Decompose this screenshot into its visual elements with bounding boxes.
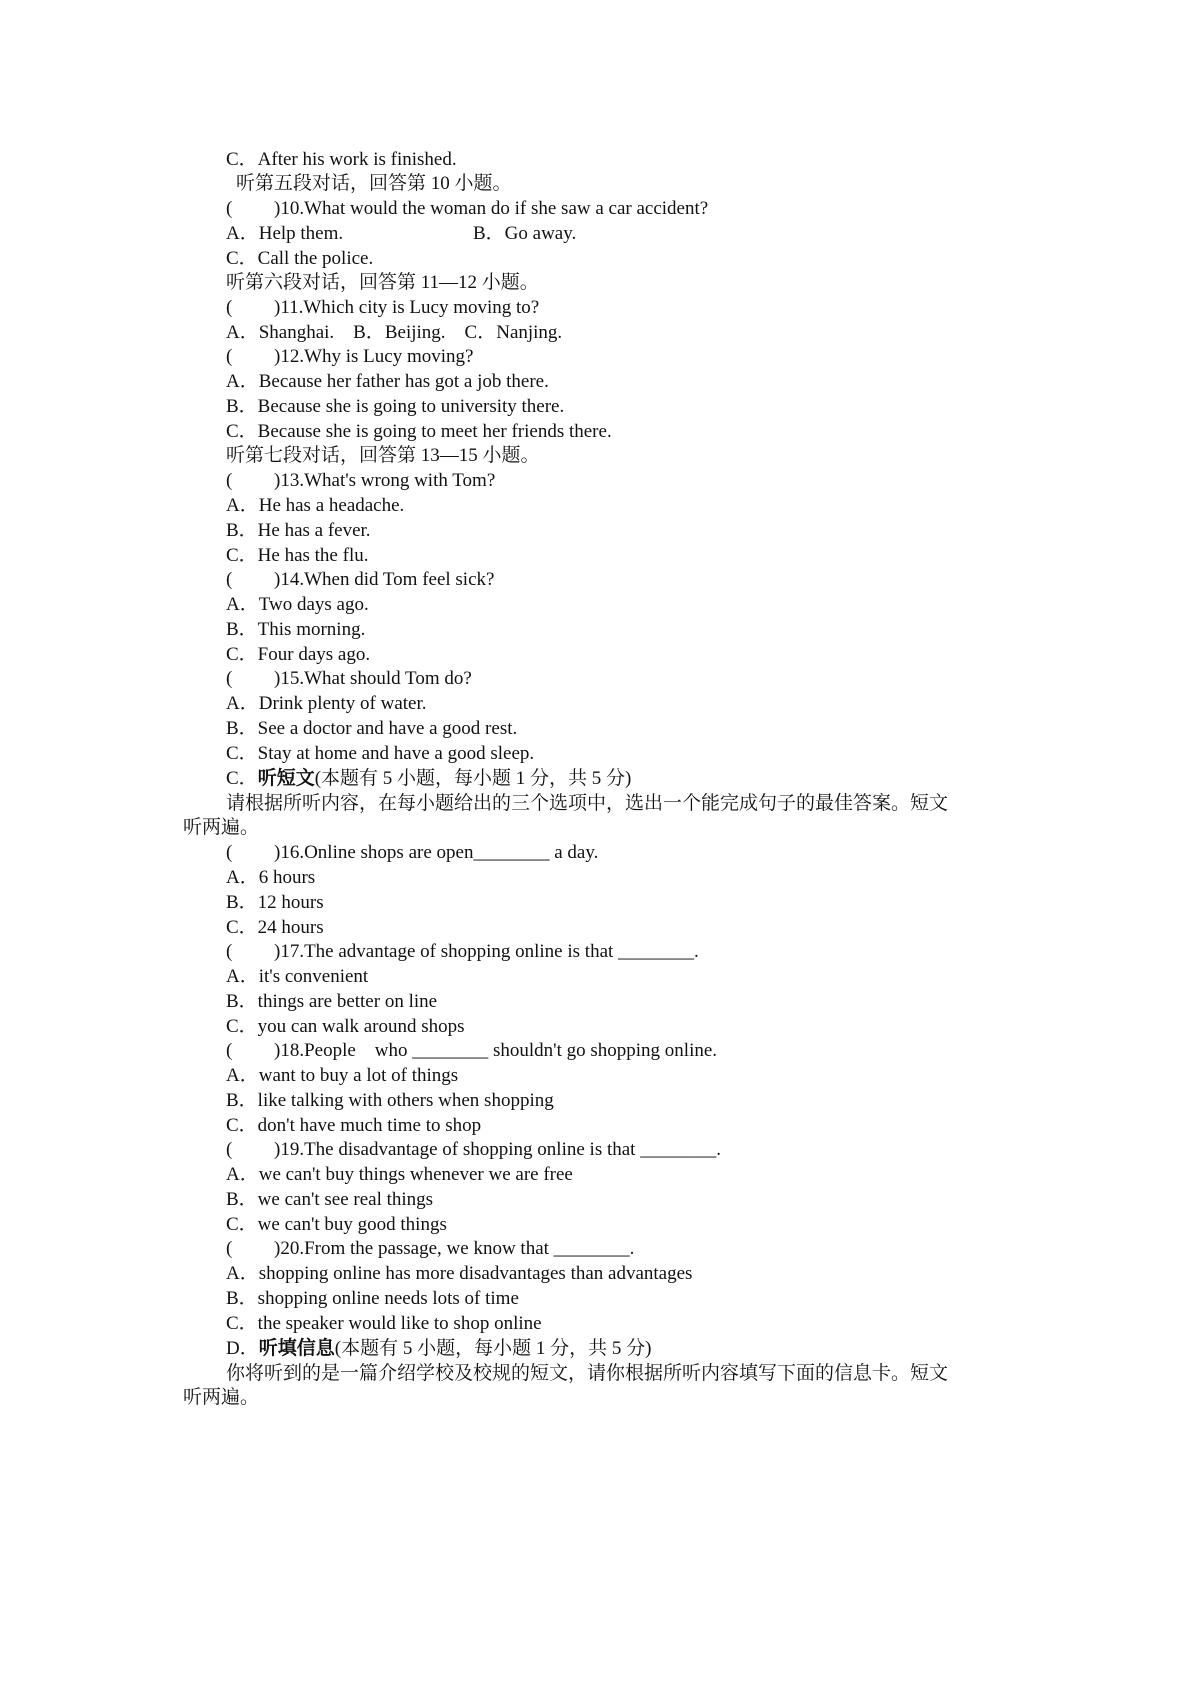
q10-option-c: C．Call the police. xyxy=(226,248,374,269)
question-15: ( )15.What should Tom do? xyxy=(226,668,472,689)
q14-option-a: A．Two days ago. xyxy=(226,594,369,615)
section-d-instructions: 你将听到的是一篇介绍学校及校规的短文，请你根据所听内容填写下面的信息卡。短文 xyxy=(226,1363,949,1384)
answer-blank[interactable]: ( xyxy=(226,1238,233,1259)
question-14: ( )14.When did Tom feel sick? xyxy=(226,569,495,590)
q16-option-b: B．12 hours xyxy=(226,892,324,913)
section-d-instructions-cont: 听两遍。 xyxy=(183,1387,260,1408)
q18-option-b: B．like talking with others when shopping xyxy=(226,1090,554,1111)
answer-blank[interactable]: ( xyxy=(226,668,233,689)
q15-option-c: C．Stay at home and have a good sleep. xyxy=(226,743,535,764)
q10-option-a: A．Help them. xyxy=(226,223,344,244)
q13-option-c: C．He has the flu. xyxy=(226,545,369,566)
question-16: ( )16.Online shops are open________ a day. xyxy=(226,842,599,863)
q17-option-a: A．it's convenient xyxy=(226,966,369,987)
q13-option-a: A．He has a headache. xyxy=(226,495,405,516)
q15-option-a: A．Drink plenty of water. xyxy=(226,693,427,714)
section-c-instructions: 请根据所听内容，在每小题给出的三个选项中，选出一个能完成句子的最佳答案。短文 xyxy=(226,793,949,814)
q9-option-c: C．After his work is finished. xyxy=(226,149,457,170)
question-18: ( )18.People who ________ shouldn't go shopping online. xyxy=(226,1040,718,1061)
q15-option-b: B．See a doctor and have a good rest. xyxy=(226,718,518,739)
answer-blank[interactable]: ( xyxy=(226,470,233,491)
q14-option-b: B．This morning. xyxy=(226,619,366,640)
q12-option-b: B．Because she is going to university there. xyxy=(226,396,565,417)
q18-option-c: C．don't have much time to shop xyxy=(226,1115,482,1136)
answer-blank[interactable]: ( xyxy=(226,346,233,367)
q19-option-c: C．we can't buy good things xyxy=(226,1214,447,1235)
answer-blank[interactable]: ( xyxy=(226,569,233,590)
section-c-heading: C．听短文(本题有 5 小题，每小题 1 分，共 5 分) xyxy=(226,768,632,789)
q12-option-a: A．Because her father has got a job there. xyxy=(226,371,549,392)
q17-option-c: C．you can walk around shops xyxy=(226,1016,465,1037)
question-11: ( )11.Which city is Lucy moving to? xyxy=(226,297,540,318)
question-13: ( )13.What's wrong with Tom? xyxy=(226,470,496,491)
q20-option-b: B．shopping online needs lots of time xyxy=(226,1288,519,1309)
answer-blank[interactable]: ( xyxy=(226,198,233,219)
q10-option-b: B．Go away. xyxy=(473,223,577,244)
section-c-instructions-cont: 听两遍。 xyxy=(183,817,260,838)
q12-option-c: C．Because she is going to meet her friends there. xyxy=(226,421,612,442)
q14-option-c: C．Four days ago. xyxy=(226,644,371,665)
answer-blank[interactable]: ( xyxy=(226,297,233,318)
answer-blank[interactable]: ( xyxy=(226,1139,233,1160)
q17-option-b: B．things are better on line xyxy=(226,991,438,1012)
q18-option-a: A．want to buy a lot of things xyxy=(226,1065,459,1086)
q13-option-b: B．He has a fever. xyxy=(226,520,371,541)
q11-options: A．Shanghai. B．Beijing. C．Nanjing. xyxy=(226,322,563,343)
question-19: ( )19.The disadvantage of shopping online is that ________. xyxy=(226,1139,721,1160)
q20-option-c: C．the speaker would like to shop online xyxy=(226,1313,542,1334)
question-20: ( )20.From the passage, we know that ________. xyxy=(226,1238,635,1259)
section-heading-dialog7: 听第七段对话，回答第 13—15 小题。 xyxy=(226,445,540,466)
answer-blank[interactable]: ( xyxy=(226,842,233,863)
section-heading-dialog6: 听第六段对话，回答第 11—12 小题。 xyxy=(226,272,539,293)
question-17: ( )17.The advantage of shopping online is that ________. xyxy=(226,941,699,962)
q16-option-c: C．24 hours xyxy=(226,917,324,938)
q16-option-a: A．6 hours xyxy=(226,867,316,888)
question-10: ( )10.What would the woman do if she saw a car accident? xyxy=(226,198,709,219)
question-12: ( )12.Why is Lucy moving? xyxy=(226,346,474,367)
section-d-heading: D．听填信息(本题有 5 小题，每小题 1 分，共 5 分) xyxy=(226,1338,652,1359)
answer-blank[interactable]: ( xyxy=(226,941,233,962)
q19-option-a: A．we can't buy things whenever we are free xyxy=(226,1164,573,1185)
section-heading-dialog5: 听第五段对话，回答第 10 小题。 xyxy=(236,173,512,194)
answer-blank[interactable]: ( xyxy=(226,1040,233,1061)
q19-option-b: B．we can't see real things xyxy=(226,1189,434,1210)
q20-option-a: A．shopping online has more disadvantages than advantages xyxy=(226,1263,693,1284)
